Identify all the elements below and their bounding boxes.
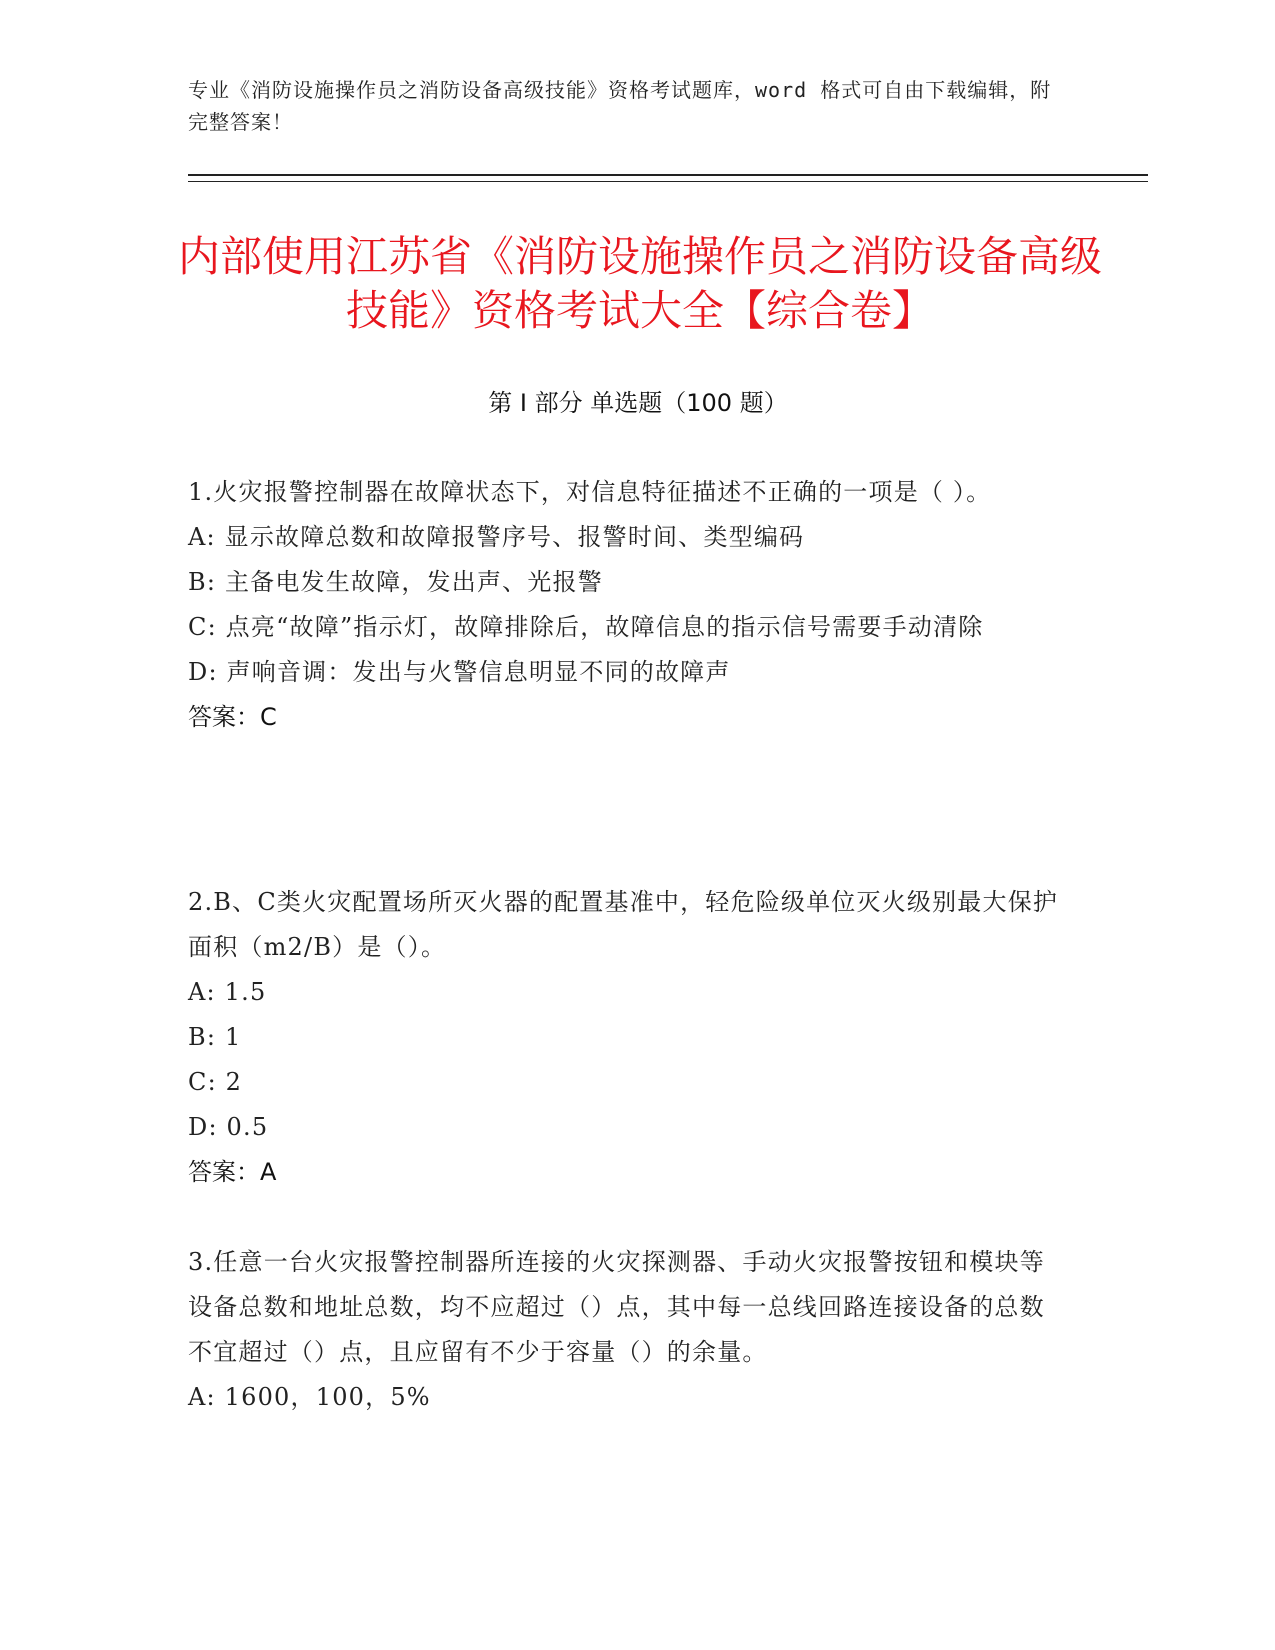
option-c: C: 2 — [188, 1068, 243, 1096]
question-3 — [188, 1240, 1068, 1420]
answer: 答案：C — [188, 703, 277, 731]
document-title: 内部使用江苏省《消防设施操作员之消防设备高级技能》资格考试大全【综合卷】 — [177, 232, 1102, 335]
question-stem: 2.B、C类火灾配置场所灭火器的配置基准中，轻危险级单位灭火级别最大保护面积（m2/B）是（）。 — [188, 888, 1059, 961]
question-1 — [188, 470, 1068, 740]
question-2 — [188, 880, 1068, 1195]
question-stem: 1.火灾报警控制器在故障状态下，对信息特征描述不正确的一项是（ ）。 — [188, 478, 992, 506]
header-note: 专业《消防设施操作员之消防设备高级技能》资格考试题库，word 格式可自由下载编辑，附完整答案！ — [188, 78, 1052, 134]
header-divider-thin — [188, 181, 1148, 182]
option-b: B: 主备电发生故障，发出声、光报警 — [188, 568, 603, 596]
question-stem: 3.任意一台火灾报警控制器所连接的火灾探测器、手动火灾报警按钮和模块等设备总数和地址总数，均不应超过（）点，其中每一总线回路连接设备的总数不宜超过（）点，且应留有不少于容量（）的余量。 — [188, 1248, 1045, 1366]
option-d: D: 声响音调：发出与火警信息明显不同的故障声 — [188, 658, 731, 686]
option-b: B: 1 — [188, 1023, 242, 1051]
option-a: A: 1.5 — [188, 978, 267, 1006]
section-heading: 第 I 部分 单选题（100 题） — [488, 389, 788, 417]
option-d: D: 0.5 — [188, 1113, 269, 1141]
header-divider-thick — [188, 174, 1148, 176]
option-a: A: 显示故障总数和故障报警序号、报警时间、类型编码 — [188, 523, 805, 551]
option-a: A: 1600，100，5% — [188, 1383, 431, 1411]
answer: 答案：A — [188, 1158, 277, 1186]
option-c: C: 点亮“故障”指示灯，故障排除后，故障信息的指示信号需要手动清除 — [188, 613, 984, 641]
